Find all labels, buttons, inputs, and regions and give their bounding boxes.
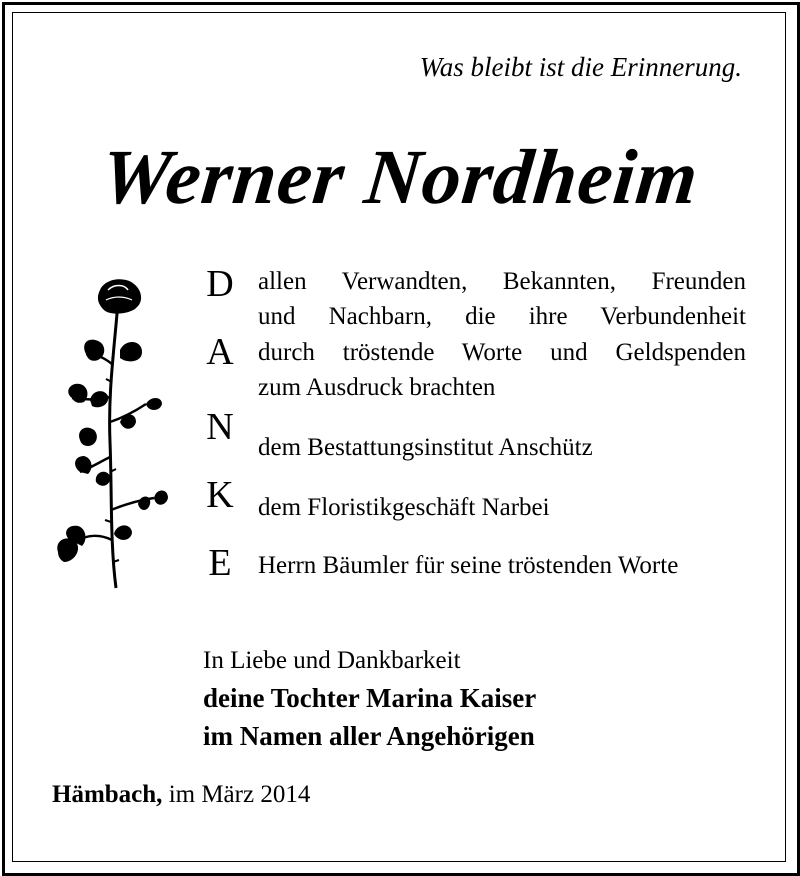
closing-phrase: In Liebe und Dankbarkeit <box>203 647 461 674</box>
motto: Was bleibt ist die Erinnerung. <box>419 52 742 82</box>
thanks-family-line-2: und Nachbarn, die ihre Verbundenheit <box>258 303 746 330</box>
danke-letter-k: K <box>206 474 234 516</box>
danke-letter-n: N <box>206 406 234 448</box>
thanks-family-line-1: allen Verwandten, Bekannten, Freunden <box>258 268 746 295</box>
signature-line-2: im Namen aller Angehörigen <box>203 721 535 751</box>
signature-line-1: deine Tochter Marina Kaiser <box>203 683 537 713</box>
danke-letter-d: D <box>206 263 234 305</box>
deceased-name: Werner Nordheim <box>97 133 703 220</box>
thanks-speaker: Herrn Bäumler für seine tröstenden Worte <box>258 552 679 579</box>
thanks-family-line-4: zum Ausdruck brachten <box>258 374 496 401</box>
danke-letter-a: A <box>206 331 234 373</box>
place-date <box>52 781 310 809</box>
place: Hämbach, <box>52 781 163 808</box>
thanks-family-line-3: durch tröstende Worte und Geldspenden <box>258 339 746 366</box>
thanks-florist: dem Floristikgeschäft Narbei <box>258 494 550 521</box>
closing-block <box>203 643 536 755</box>
date: im März 2014 <box>168 781 311 808</box>
rose-icon <box>50 272 170 594</box>
thanks-funeral-home: dem Bestattungsinstitut Anschütz <box>258 434 593 461</box>
danke-letter-e: E <box>208 542 232 584</box>
